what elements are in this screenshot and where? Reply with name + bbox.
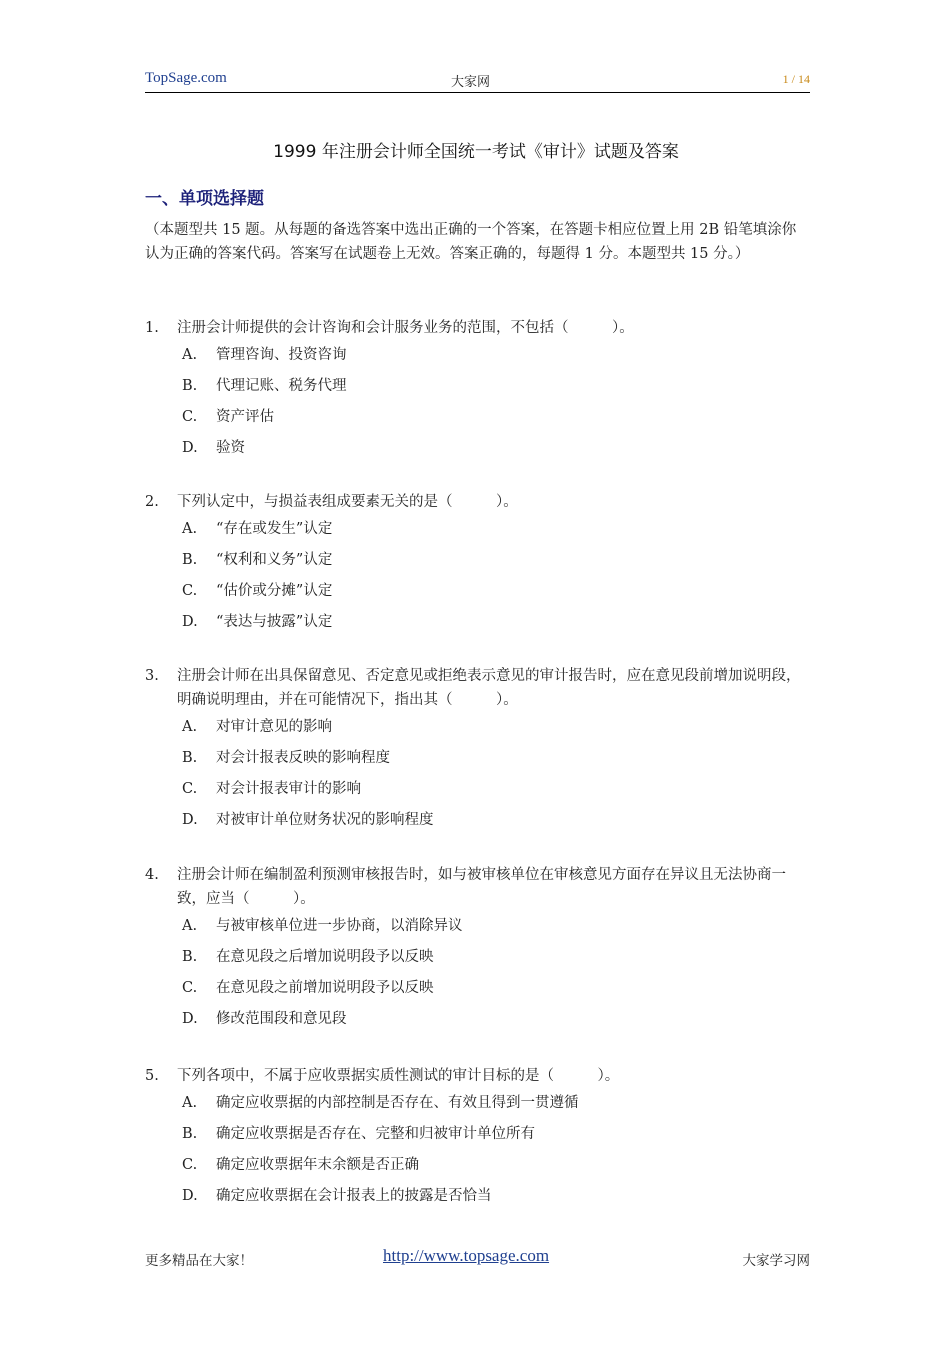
option-text: 修改范围段和意见段	[216, 1011, 347, 1027]
option-text: 验资	[216, 440, 245, 456]
option-b	[145, 743, 810, 774]
question-3	[145, 664, 810, 836]
option-a	[145, 911, 810, 942]
header-page-number: 1 / 14	[782, 72, 810, 86]
question-1	[145, 316, 810, 464]
footer-right-text: 大家学习网	[742, 1253, 810, 1269]
option-c	[145, 576, 810, 607]
header-site-name: TopSage.com	[145, 70, 227, 86]
question-number: 5.	[145, 1068, 159, 1084]
option-letter: C.	[182, 409, 198, 425]
option-c	[145, 1150, 810, 1181]
option-a	[145, 712, 810, 743]
option-text: 确定应收票据是否存在、完整和归被审计单位所有	[216, 1126, 535, 1142]
option-text: 在意见段之前增加说明段予以反映	[216, 980, 434, 996]
option-letter: C.	[182, 583, 198, 599]
question-number: 1.	[145, 320, 159, 336]
question-4	[145, 863, 810, 1035]
question-text: 注册会计师在出具保留意见、否定意见或拒绝表示意见的审计报告时，应在意见段前增加说明段，明确说明理由，并在可能情况下，指出其（ ）。	[177, 668, 801, 708]
option-text: “存在或发生”认定	[216, 521, 333, 537]
option-text: 资产评估	[216, 409, 274, 425]
document-title: 1999 年注册会计师全国统一考试《审计》试题及答案	[273, 142, 679, 162]
option-d	[145, 1004, 810, 1035]
option-d	[145, 433, 810, 464]
option-a	[145, 340, 810, 371]
option-letter: C.	[182, 980, 198, 996]
question-stem	[145, 664, 810, 712]
option-c	[145, 973, 810, 1004]
question-text: 下列各项中，不属于应收票据实质性测试的审计目标的是（ ）。	[177, 1068, 620, 1084]
option-letter: C.	[182, 781, 198, 797]
option-text: “权利和义务”认定	[216, 552, 333, 568]
question-stem	[145, 316, 810, 340]
question-number: 2.	[145, 494, 159, 510]
footer-left-text: 更多精品在大家！	[145, 1253, 253, 1269]
question-stem	[145, 490, 810, 514]
option-letter: C.	[182, 1157, 198, 1173]
header-center-text: 大家网	[451, 74, 491, 89]
option-letter: A.	[182, 347, 198, 363]
question-number: 4.	[145, 867, 159, 883]
option-letter: D.	[182, 1188, 198, 1204]
option-text: 确定应收票据年末余额是否正确	[216, 1157, 419, 1173]
question-stem	[145, 1064, 810, 1088]
option-b	[145, 371, 810, 402]
option-text: 与被审核单位进一步协商，以消除异议	[216, 918, 463, 934]
option-text: 管理咨询、投资咨询	[216, 347, 347, 363]
option-letter: B.	[182, 949, 198, 965]
option-text: 在意见段之后增加说明段予以反映	[216, 949, 434, 965]
option-b	[145, 545, 810, 576]
option-text: “估价或分摊”认定	[216, 583, 333, 599]
option-text: “表达与披露”认定	[216, 614, 333, 630]
option-letter: A.	[182, 918, 198, 934]
page-footer	[145, 1246, 810, 1270]
option-text: 代理记账、税务代理	[216, 378, 347, 394]
option-letter: B.	[182, 1126, 198, 1142]
option-d	[145, 805, 810, 836]
option-letter: A.	[182, 719, 198, 735]
option-letter: D.	[182, 812, 198, 828]
option-c	[145, 402, 810, 433]
question-stem	[145, 863, 810, 911]
option-text: 对被审计单位财务状况的影响程度	[216, 812, 434, 828]
option-b	[145, 1119, 810, 1150]
option-text: 确定应收票据在会计报表上的披露是否恰当	[216, 1188, 492, 1204]
section-instructions: （本题型共 15 题。从每题的备选答案中选出正确的一个答案，在答题卡相应位置上用 2B 铅笔填涂你认为正确的答案代码。答案写在试题卷上无效。答案正确的，每题得 1 分。本题型共 15 分。）	[145, 222, 797, 262]
option-letter: D.	[182, 1011, 198, 1027]
option-a	[145, 1088, 810, 1119]
question-5	[145, 1064, 810, 1212]
footer-website-link[interactable]: http://www.topsage.com	[383, 1246, 550, 1265]
option-text: 对审计意见的影响	[216, 719, 332, 735]
option-a	[145, 514, 810, 545]
question-text: 注册会计师提供的会计咨询和会计服务业务的范围，不包括（ ）。	[177, 320, 634, 336]
option-letter: B.	[182, 552, 198, 568]
option-d	[145, 1181, 810, 1212]
option-letter: D.	[182, 614, 198, 630]
question-number: 3.	[145, 668, 159, 684]
option-text: 对会计报表审计的影响	[216, 781, 361, 797]
option-letter: A.	[182, 1095, 198, 1111]
option-text: 对会计报表反映的影响程度	[216, 750, 390, 766]
question-2	[145, 490, 810, 638]
option-text: 确定应收票据的内部控制是否存在、有效且得到一贯遵循	[216, 1095, 579, 1111]
question-text: 注册会计师在编制盈利预测审核报告时，如与被审核单位在审核意见方面存在异议且无法协商一致，应当（ ）。	[177, 867, 786, 907]
option-letter: A.	[182, 521, 198, 537]
section-heading: 一、单项选择题	[145, 189, 264, 209]
option-letter: B.	[182, 750, 198, 766]
page-header	[145, 68, 810, 93]
option-letter: D.	[182, 440, 198, 456]
question-text: 下列认定中，与损益表组成要素无关的是（ ）。	[177, 494, 518, 510]
option-c	[145, 774, 810, 805]
option-letter: B.	[182, 378, 198, 394]
option-b	[145, 942, 810, 973]
option-d	[145, 607, 810, 638]
